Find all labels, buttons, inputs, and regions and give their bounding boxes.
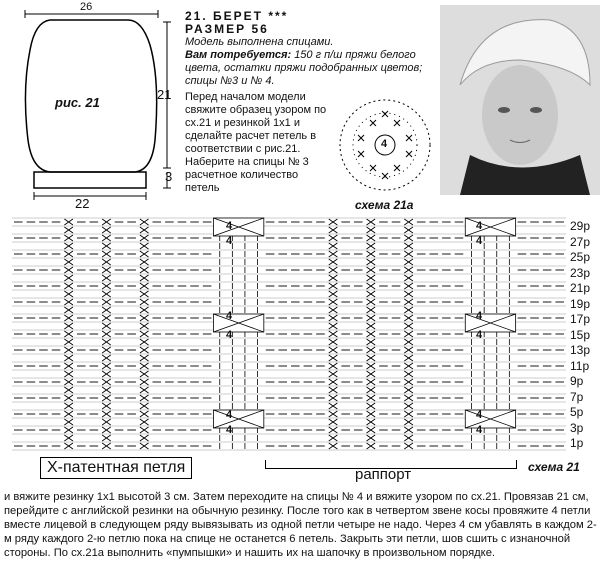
model-photo bbox=[440, 5, 600, 195]
row-label: 21р bbox=[570, 281, 591, 295]
row-label: 17р bbox=[570, 312, 591, 326]
height-label: 21 bbox=[157, 87, 172, 102]
width-top-label: 26 bbox=[80, 1, 93, 13]
method-text: Модель выполнена спицами. bbox=[185, 36, 334, 48]
cable-number: 4 bbox=[226, 235, 233, 247]
beret-schematic bbox=[10, 0, 180, 212]
cable-number: 4 bbox=[226, 329, 233, 341]
row-label: 29р bbox=[570, 219, 591, 233]
figure-label: рис. 21 bbox=[55, 95, 100, 110]
pattern-title: БЕРЕТ bbox=[213, 9, 263, 23]
row-label: 9р bbox=[570, 374, 584, 388]
model-photo-svg bbox=[440, 5, 600, 195]
intro-text: Перед началом модели свяжите образец узором по сх.21 и резинкой 1х1 и сделайте расчет петель в соответствии с рис.21. Наберите на спицы № 3 расчетное количество петель bbox=[185, 91, 327, 194]
knitting-chart bbox=[0, 212, 600, 482]
legend-text: Х-патентная петля bbox=[47, 459, 186, 476]
row-label: 25р bbox=[570, 250, 591, 264]
chart-caption: схема 21 bbox=[528, 460, 580, 474]
pattern-number: 21. bbox=[185, 9, 208, 23]
row-label: 27р bbox=[570, 234, 591, 249]
row-labels bbox=[570, 219, 590, 452]
materials-label: Вам потребуется: bbox=[185, 49, 292, 61]
row-label: 11р bbox=[570, 358, 590, 373]
legend-box bbox=[40, 457, 192, 479]
cable-number: 4 bbox=[226, 310, 233, 322]
row-label: 19р bbox=[570, 296, 591, 311]
knitting-chart-grid bbox=[0, 212, 600, 482]
cable-number: 4 bbox=[476, 310, 483, 322]
cable-number: 4 bbox=[226, 424, 233, 436]
cable-number: 4 bbox=[476, 220, 483, 232]
instruction-text: и вяжите резинку 1х1 высотой 3 см. Затем переходите на спицы № 4 и вяжите узором по сх.21. Провязав 21 см, перейдите с английской резинки на обычную резинку. После того как в четвертом звене косы провяжите 4 петли вместе лицевой в следующем ряду вывязывать из одной петли четыре не надо. Через 4 см убавлять в каждом 2-м ряду каждого 2-ю петлю пока на спице не останется 6 петель. Закрыть эти петли, шов сшить с изнаночной стороны. По сх.21а выполнить «пумпышки» и нашить их на шапочку в произвольном порядке. bbox=[4, 491, 597, 559]
size-label: РАЗМЕР bbox=[185, 22, 247, 36]
cable-number: 4 bbox=[476, 409, 483, 421]
band-height-label: 3 bbox=[165, 169, 173, 184]
width-bottom-label: 22 bbox=[75, 196, 90, 211]
cable-number: 4 bbox=[226, 220, 233, 232]
row-label: 5р bbox=[570, 405, 584, 419]
row-label: 3р bbox=[570, 420, 584, 435]
materials-body: 150 г п/ш пряжи белого цвета, остатки пряжи подобранных цветов; спицы №3 и № 4. bbox=[185, 49, 423, 87]
pompom-caption: схема 21а bbox=[355, 198, 414, 212]
row-label: 1р bbox=[570, 436, 584, 450]
pompom-diagram bbox=[330, 95, 440, 213]
size-value: 56 bbox=[251, 22, 269, 36]
materials-text bbox=[185, 49, 440, 88]
repeat-label: раппорт bbox=[355, 466, 412, 483]
difficulty-stars: *** bbox=[268, 9, 289, 23]
cable-number: 4 bbox=[476, 329, 483, 341]
cable-number: 4 bbox=[226, 409, 233, 421]
cable-number: 4 bbox=[476, 235, 483, 247]
cable-number: 4 bbox=[476, 424, 483, 436]
row-label: 15р bbox=[570, 327, 591, 342]
pompom-center-number: 4 bbox=[381, 138, 388, 150]
row-label: 23р bbox=[570, 265, 591, 280]
row-label: 13р bbox=[570, 343, 591, 357]
size-line bbox=[185, 23, 440, 36]
row-label: 7р bbox=[570, 389, 584, 404]
